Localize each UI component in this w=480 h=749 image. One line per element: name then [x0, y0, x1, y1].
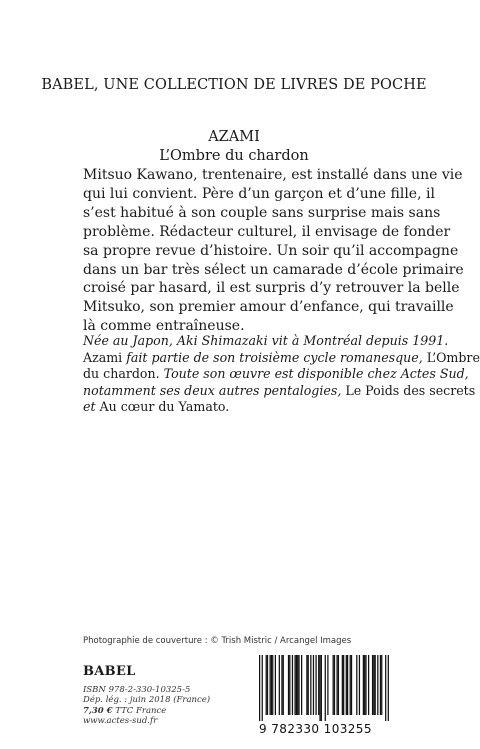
- barcode-bar: [334, 655, 335, 715]
- barcode-bar: [350, 655, 351, 715]
- barcode-bar: [363, 655, 364, 715]
- title-block: [0, 128, 468, 166]
- barcode-bar: [262, 655, 263, 721]
- barcode-bar: [315, 655, 316, 715]
- barcode-bar: [372, 655, 373, 715]
- barcode-bar: [346, 655, 347, 715]
- price-value: 7,30 €: [83, 705, 113, 716]
- barcode-bars: [259, 655, 389, 721]
- barcode-bar: [272, 655, 273, 715]
- barcode-bar: [306, 655, 307, 715]
- barcode-bar: [266, 655, 267, 715]
- barcode-bar: [318, 655, 319, 715]
- summary-line: là comme entraîneuse.: [83, 318, 245, 335]
- summary-line: sa propre revue d’histoire. Un soir qu’il accompagne: [83, 242, 459, 259]
- legal-deposit-text: Dép. lég. : juin 2018 (France): [83, 695, 211, 706]
- book-title: AZAMI: [208, 129, 260, 145]
- price-line: [83, 706, 210, 716]
- barcode-bar: [381, 655, 382, 715]
- barcode-bar: [279, 655, 280, 715]
- summary-line: Mitsuko, son premier amour d’enfance, qui travaille: [83, 299, 454, 316]
- barcode-bar: [359, 655, 360, 715]
- barcode-bar: [356, 655, 357, 715]
- barcode-bar: [313, 655, 314, 715]
- bio-text: du chardon.: [83, 366, 160, 382]
- bio-text: Toute son œuvre est disponible chez Actes Sud,: [159, 366, 469, 382]
- barcode-bar: [271, 655, 272, 715]
- summary-line: s’est habitué à son couple sans surprise mais sans: [83, 204, 441, 221]
- barcode-bar: [327, 655, 328, 715]
- barcode-bar: [375, 655, 376, 715]
- barcode-bar: [377, 655, 378, 715]
- barcode-bar: [338, 655, 339, 715]
- barcode-bar: [301, 655, 302, 715]
- barcode-digits: 9 782330 103255: [259, 722, 372, 736]
- book-subtitle: L’Ombre du chardon: [159, 148, 309, 164]
- barcode-bar: [267, 655, 268, 715]
- barcode-bar: [270, 655, 271, 715]
- barcode-bar: [259, 655, 260, 721]
- barcode-bar: [288, 655, 289, 715]
- barcode-bar: [292, 655, 293, 715]
- barcode-bar: [333, 655, 334, 715]
- summary-line: dans un bar très sélect un camarade d’école primaire: [83, 261, 464, 278]
- bio-text: notamment ses deux autres pentalogies,: [83, 382, 342, 398]
- barcode-bar: [343, 655, 344, 715]
- barcode-bar: [385, 655, 386, 721]
- cover-photo-credit: Photographie de couverture : © Trish Mistric / Arcangel Images: [83, 636, 352, 646]
- summary-line: croisé par hasard, il est surpris d’y retrouver la belle: [83, 280, 460, 297]
- barcode-bar: [368, 655, 369, 715]
- barcode-bar: [351, 655, 352, 715]
- bio-text: et: [83, 399, 96, 415]
- barcode-bar: [275, 655, 276, 715]
- barcode-bar: [298, 655, 299, 715]
- barcode-bar: [297, 655, 298, 715]
- barcode-bar: [308, 655, 309, 715]
- summary-line: problème. Rédacteur culturel, il envisage de fonder: [83, 223, 451, 240]
- bio-text: fait partie de son troisième cycle romanesque,: [126, 349, 423, 365]
- barcode-bar: [296, 655, 297, 715]
- barcode-bar: [310, 655, 311, 715]
- author-bio: [83, 333, 480, 416]
- bio-text: Au cœur du Yamato.: [95, 399, 230, 415]
- barcode-bar: [342, 655, 343, 715]
- bio-text: Le Poids des secrets: [341, 382, 476, 398]
- publication-meta: [83, 685, 210, 727]
- barcode-bar: [364, 655, 365, 715]
- barcode-bar: [294, 655, 295, 715]
- bio-text: Azami: [83, 349, 127, 365]
- barcode-bar: [325, 655, 326, 721]
- barcode-bar: [283, 655, 284, 715]
- barcode-bar: [289, 655, 290, 715]
- bio-text: L’Ombre: [422, 349, 480, 365]
- website-text: www.actes-sud.fr: [83, 716, 158, 727]
- bio-text: Née au Japon, Aki Shimazaki vit à Montréal depuis 1991.: [83, 333, 449, 348]
- publisher-imprint: BABEL: [83, 664, 136, 679]
- summary-paragraph: [83, 166, 464, 336]
- barcode-bar: [281, 655, 282, 715]
- isbn-text: ISBN 978-2-330-10325-5: [83, 685, 191, 695]
- barcode-bar: [347, 655, 348, 715]
- barcode-bar: [321, 655, 322, 721]
- summary-line: Mitsuo Kawano, trentenaire, est installé dans une vie: [83, 167, 463, 183]
- price-suffix: TTC France: [112, 705, 167, 716]
- barcode-bar: [388, 655, 389, 721]
- barcode-bar: [365, 655, 366, 715]
- collection-line: BABEL, UNE COLLECTION DE LIVRES DE POCHE: [41, 77, 427, 93]
- summary-line: qui lui convient. Père d’un garçon et d’une fille, il: [83, 185, 435, 202]
- barcode-bar: [319, 655, 320, 721]
- barcode-bar: [336, 655, 337, 715]
- barcode-bar: [373, 655, 374, 715]
- barcode-bar: [380, 655, 381, 715]
